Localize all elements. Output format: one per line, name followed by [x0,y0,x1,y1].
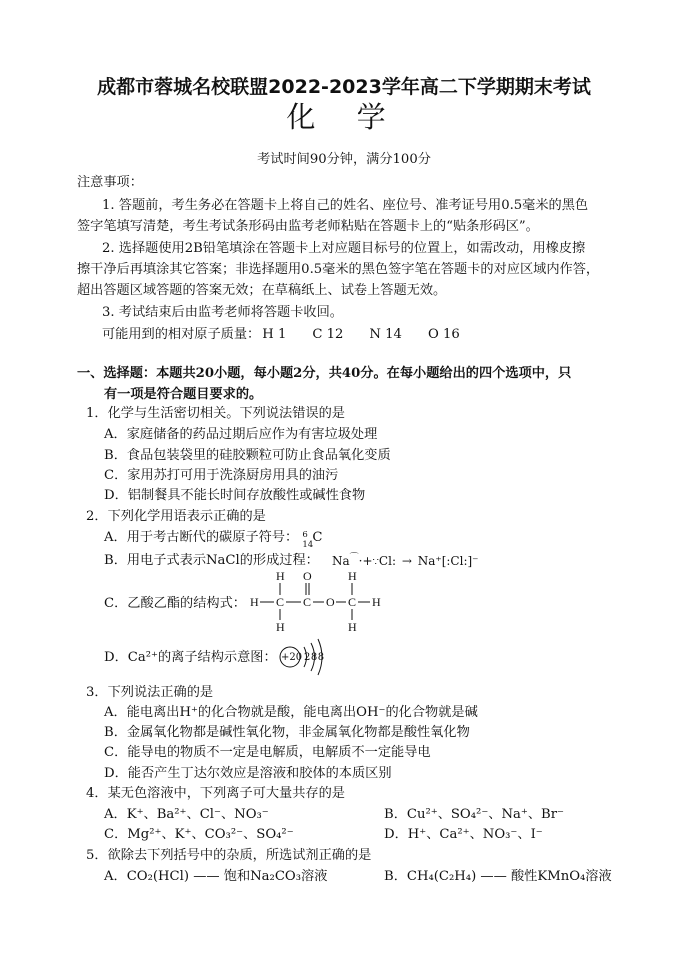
q4-option-d: D．H⁺、Ca²⁺、NO₃⁻、I⁻ [384,827,543,842]
atom-c1: C [276,595,285,609]
carbon-letter: C [312,530,323,545]
notice-item1-line2: 签字笔填写清楚，考生考试条形码由监考老师粘贴在答题卡上的“贴条形码区”。 [77,219,539,234]
q3-option-d: D．能否产生丁达尔效应是溶液和胶体的本质区别 [104,766,392,781]
calcium-nucleus-label: +20 [281,652,303,663]
q3-stem: 3．下列说法正确的是 [86,685,214,700]
atom-c2: C [303,595,312,609]
mass-n: N 14 [369,327,402,342]
atom-h-bottom2: H [348,620,357,634]
mass-h: H 1 [262,327,287,342]
q1-option-c: C．家用苏打可用于洗涤厨房用具的油污 [104,468,339,483]
q4-stem: 4．某无色溶液中，下列离子可大量共存的是 [86,786,345,801]
carbon-symbol [302,529,324,550]
atomic-masses [102,326,460,344]
notice-item2-line1: 2. 选择题使用2B铅笔填涂在答题卡上对应题目标号的位置上，如需改动，用橡皮擦 [102,241,586,256]
atom-h-bottom1: H [276,620,285,634]
carbon-atomic-number: 14 [302,540,314,550]
section1-line1: 一、选择题：本题共20小题，每小题2分，共40分。在每小题给出的四个选项中，只 [77,366,572,381]
nacl-product: Na⁺[:Cl:]⁻ [417,554,479,568]
atom-h-right: H [372,595,381,609]
q2-option-a [104,529,324,550]
q1-option-b: B．食品包装袋里的硅胶颗粒可防止食品氧化变质 [104,448,391,463]
q1-option-d: D．铝制餐具不能长时间存放酸性或碱性食物 [104,488,366,503]
atom-h-left: H [250,595,259,609]
q2-stem: 2．下列化学用语表示正确的是 [86,509,266,524]
q4-option-c: C．Mg²⁺、K⁺、CO₃²⁻、SO₄²⁻ [104,827,294,842]
time-info: 考试时间90分钟，满分100分 [257,152,431,167]
q1-stem: 1．化学与生活密切相关。下列说法错误的是 [86,406,345,421]
notice-item2-line3: 超出答题区域答题的答案无效；在草稿纸上、试卷上答题无效。 [77,283,447,298]
subject-title: 化 学 [286,100,402,134]
exam-title: 成都市蓉城名校联盟2022-2023学年高二下学期期末考试 [97,76,591,98]
nacl-cl: Cl [378,554,392,568]
q3-option-b: B．金属氧化物都是碱性氧化物，非金属氧化物都是酸性氧化物 [104,725,470,740]
notice-item1-line1: 1. 答题前，考生务必在答题卡上将自己的姓名、座位号、准考证号用0.5毫米的黑色 [102,198,589,213]
q2-option-c: C．乙酸乙酯的结构式： [104,596,246,611]
q5-option-a: A．CO₂(HCl) —— 饱和Na₂CO₃溶液 [104,869,328,884]
q3-option-a: A．能电离出H⁺的化合物就是酸，能电离出OH⁻的化合物就是碱 [104,705,478,720]
q2-option-b-text: B．用电子式表示NaCl的形成过程： [104,553,319,568]
atom-o-top: O [303,569,312,583]
notice-heading: 注意事项： [77,175,143,190]
q2-option-d: D．Ca²⁺的离子结构示意图： [104,650,277,665]
atom-c3: C [348,595,357,609]
notice-item2-line2: 擦干净后再填涂其它答案；非选择题用0.5毫米的黑色签字笔在答题卡的对应区域内作答， [77,262,600,277]
nacl-na: Na [332,554,350,568]
mass-o: O 16 [427,327,460,342]
q5-option-b: B．CH₄(C₂H₄) —— 酸性KMnO₄溶液 [384,869,612,884]
q4-option-b: B．Cu²⁺、SO₄²⁻、Na⁺、Br⁻ [384,807,564,822]
atom-o-mid: O [326,595,335,609]
masses-label: 可能用到的相对原子质量： [102,327,261,342]
notice-item3: 3. 考试结束后由监考老师将答题卡收回。 [102,305,343,320]
calcium-shell-electrons: 288 [304,652,325,663]
atom-h-top1: H [276,569,285,583]
atom-h-top2: H [348,569,357,583]
nacl-arrow: → [401,554,412,568]
q5-stem: 5．欲除去下列括号中的杂质，所选试剂正确的是 [86,848,372,863]
mass-c: C 12 [312,327,344,342]
section1-line2: 有一项是符合题目要求的。 [104,387,263,402]
nacl-formation: Na⌒·+∵Cl: → Na⁺[:Cl:]⁻ [332,553,479,568]
q3-option-c: C．能导电的物质不一定是电解质，电解质不一定能导电 [104,745,431,760]
q2-option-a-text: A．用于考古断代的碳原子符号： [104,530,299,545]
ethyl-acetate-structure [248,568,388,634]
carbon-mass-number: 6 [302,530,308,540]
q1-option-a: A．家庭储备的药品过期后应作为有害垃圾处理 [104,427,378,442]
q4-option-a: A．K⁺、Ba²⁺、Cl⁻、NO₃⁻ [104,807,269,822]
